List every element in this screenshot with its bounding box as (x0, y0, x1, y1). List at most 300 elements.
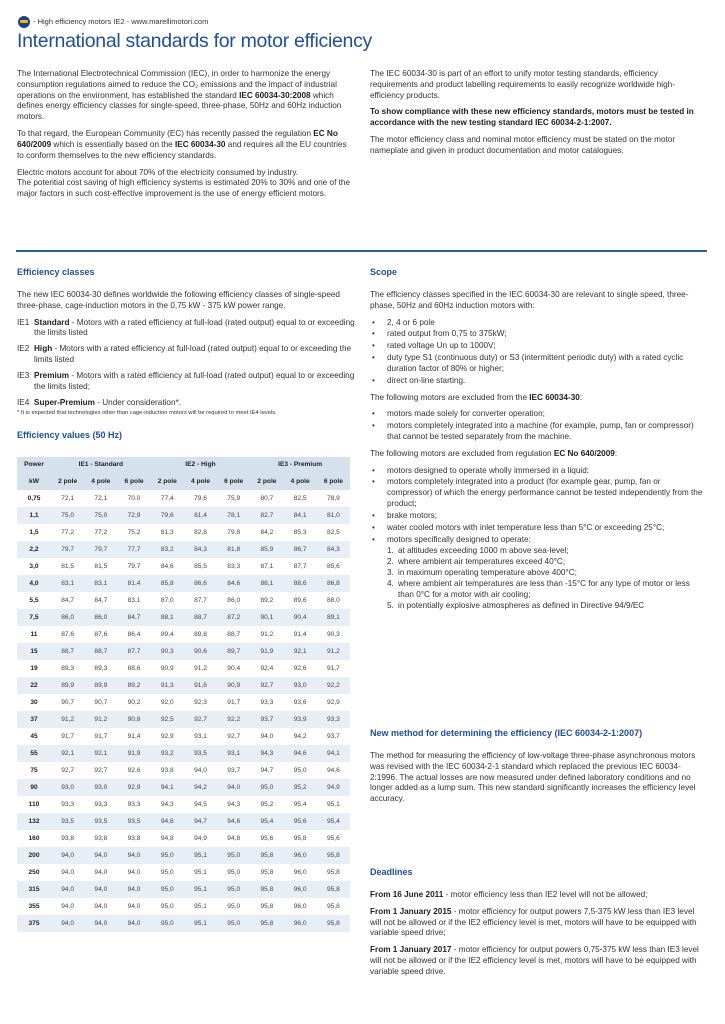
efficiency-class-desc: - Motors with a rated efficiency at full-load (rated output) equal to or exceeding the limits listed; (34, 370, 355, 391)
table-cell: 82,5 (293, 494, 307, 502)
new-method-body: The method for measuring the efficiency of low-voltage three-phase asynchronous motors was revised with the IEC 60034-2-1 standard which replaced the previous IEC 60034-2:1996. The actual losses are now measured under defined laboratory conditions and no longer added as a lump sum. This new standard significantly increases the efficiency level accuracy. (370, 750, 696, 804)
table-cell: 88,7 (227, 630, 241, 638)
table-row (17, 541, 350, 558)
table-cell: 91,9 (250, 643, 283, 660)
table-cell: 79,6 (194, 494, 207, 502)
table-cell: 94,1 (151, 779, 184, 796)
table-cell: 84,7 (117, 609, 150, 626)
table-cell: 88,7 (51, 643, 84, 660)
table-cell: 91,7 (326, 664, 340, 672)
efficiency-class-desc: - Motors with a rated efficiency at full-load (rated output) equal to or exceeding the limits listed (34, 317, 355, 338)
deadline-text: - motor efficiency for output powers 0,75-375 kW less than IE3 level will not be allowed or if the IE2 efficiency level is met, motors will have to be equipped with variable speed drive. (370, 945, 699, 976)
scope-section (370, 267, 707, 611)
table-cell: 95,2 (260, 800, 274, 808)
efficiency-class-name: Premium (34, 370, 70, 380)
table-cell: 86,0 (227, 596, 241, 604)
table-cell: 92,7 (61, 766, 75, 774)
table-header-ie3: IE3 - Premium (250, 457, 350, 474)
table-cell: 94,0 (94, 902, 108, 910)
table-cell: 94,0 (127, 868, 141, 876)
table-cell: 87,7 (194, 596, 207, 604)
efficiency-class-desc: - Under consideration*. (94, 397, 181, 407)
table-cell-kw: 110 (28, 800, 40, 808)
table-row (17, 609, 350, 626)
table-cell: 94,0 (51, 881, 84, 898)
table-cell: 90,2 (127, 698, 141, 706)
exclusion-1-list (370, 409, 707, 442)
table-cell: 81,8 (217, 541, 250, 558)
table-cell-kw: 30 (30, 698, 38, 706)
table-cell: 96,0 (293, 902, 307, 910)
table-cell: 90,9 (160, 664, 174, 672)
efficiency-class-text (34, 318, 357, 340)
table-cell: 78,1 (217, 507, 250, 524)
table-cell: 77,2 (94, 528, 108, 536)
table-cell: 94,0 (117, 881, 150, 898)
table-cell: 95,0 (151, 881, 184, 898)
table-cell: 94,0 (84, 847, 117, 864)
scope-list (370, 318, 707, 387)
table-cell: 85,6 (326, 562, 340, 570)
table-cell: 95,8 (317, 915, 350, 932)
table-cell: 92,9 (160, 732, 174, 740)
efficiency-class-item (17, 344, 357, 366)
table-cell: 88,6 (127, 664, 141, 672)
table-cell: 94,5 (194, 800, 207, 808)
efficiency-class-text (34, 371, 357, 393)
table-cell: 94,0 (117, 847, 150, 864)
list-item: • motors completely integrated into a machine (for example, pump, fan or compressor) that cannot be tested separately from the machine. (370, 421, 707, 443)
list-number: 5. (387, 600, 394, 610)
table-cell: 88,1 (151, 609, 184, 626)
table-cell: 95,0 (217, 881, 250, 898)
table-cell-kw: 200 (17, 847, 51, 864)
table-cell-kw: 355 (28, 902, 40, 910)
table-cell: 95,8 (317, 881, 350, 898)
table-cell: 89,4 (160, 630, 174, 638)
table-cell: 88,0 (326, 596, 340, 604)
table-cell: 96,0 (293, 868, 307, 876)
table-cell: 95,6 (284, 813, 317, 830)
table-cell-kw: 45 (30, 732, 38, 740)
table-cell: 87,2 (217, 609, 250, 626)
table-cell: 92,6 (293, 664, 307, 672)
efficiency-class-code: IE4 (17, 397, 30, 407)
table-cell: 95,0 (250, 779, 283, 796)
intro-paragraph-1: The International Electrotechnical Commission (IEC), in order to harmonize the energy consumption regulations aimed to reduce the CO₂ emissions and the impact of industrial operations on the environment, has established the standard IEC 60034-30:2008 which defines energy efficiency classes for single-speed, three-phase, 50Hz and 60Hz induction motors. (17, 69, 342, 122)
table-row (17, 728, 350, 745)
table-header-ie2: IE2 - High (151, 457, 251, 474)
deadline-text: - motor efficiency less than IE2 level will not be allowed; (443, 889, 648, 899)
table-cell: 91,4 (293, 630, 307, 638)
table-cell: 79,7 (127, 562, 141, 570)
intro-paragraph-4: The potential cost saving of high efficiency systems is estimated 20% to 30% and one of the major factors in such cost-effective improvement is the use of energy efficient motors. (17, 178, 350, 199)
table-cell: 78,9 (326, 494, 340, 502)
table-cell: 95,4 (293, 800, 307, 808)
table-cell: 90,3 (326, 630, 340, 638)
table-cell: 93,5 (117, 813, 150, 830)
table-cell: 95,0 (227, 902, 241, 910)
new-method-heading: New method for determining the efficiency (IEC 60034-2-1:2007) (370, 728, 643, 738)
table-cell: 94,3 (227, 800, 241, 808)
table-cell: 75,9 (227, 494, 241, 502)
table-cell: 79,8 (227, 528, 241, 536)
efficiency-values-heading: Efficiency values (50 Hz) (17, 429, 123, 440)
table-cell-kw: 75 (30, 766, 38, 774)
table-cell: 94,7 (260, 766, 274, 774)
table-cell: 93,1 (194, 732, 207, 740)
exclusion-2-list (370, 466, 707, 546)
table-cell: 95,1 (184, 881, 217, 898)
table-cell: 94,0 (260, 732, 274, 740)
table-cell: 92,3 (194, 698, 207, 706)
table-cell: 90,1 (250, 609, 283, 626)
table-row (17, 507, 350, 524)
table-cell: 89,9 (51, 677, 84, 694)
table-cell: 94,9 (194, 834, 207, 842)
table-cell: 94,0 (61, 902, 75, 910)
table-cell: 91,2 (260, 630, 274, 638)
table-cell: 86,0 (51, 609, 84, 626)
table-cell: 94,3 (250, 745, 283, 762)
table-cell: 95,0 (217, 915, 250, 932)
efficiency-classes-footnote: * It is expected that technologies other than cage-induction motors will be required to meet IE4 levels. (17, 410, 277, 417)
table-cell: 92,6 (127, 766, 141, 774)
table-header-pole: 4 pole (84, 474, 117, 491)
table-cell: 81,0 (317, 507, 350, 524)
table-cell-kw: 1,5 (29, 528, 39, 536)
table-row (17, 830, 350, 847)
table-cell: 70,0 (127, 494, 141, 502)
table-cell: 90,4 (284, 609, 317, 626)
deadline-date: From 1 January 2017 (370, 945, 452, 955)
efficiency-classes-heading: Efficiency classes (17, 267, 95, 277)
table-cell: 95,8 (250, 915, 283, 932)
table-cell: 77,7 (117, 541, 150, 558)
table-cell: 90,3 (151, 643, 184, 660)
table-cell: 91,2 (317, 643, 350, 660)
table-cell: 93,8 (61, 834, 75, 842)
table-cell: 95,6 (326, 834, 340, 842)
table-cell: 91,6 (184, 677, 217, 694)
table-row (17, 592, 350, 609)
table-cell: 94,6 (217, 813, 250, 830)
table-cell: 94,3 (160, 800, 174, 808)
table-cell: 95,8 (326, 902, 340, 910)
table-cell: 93,3 (317, 711, 350, 728)
table-cell: 83,1 (84, 575, 117, 592)
deadline-date: From 16 June 2011 (370, 889, 444, 899)
table-row (17, 762, 350, 779)
list-text: in maximum operating temperature above 400°C; (398, 568, 577, 578)
table-cell: 92,7 (227, 732, 241, 740)
scope-heading: Scope (370, 267, 398, 277)
efficiency-values-table (17, 457, 350, 933)
list-item: • motors completely integrated into a product (for example gear, pump, fan or compressor) of which the energy performance cannot be tested independently from the product; (370, 477, 707, 509)
table-cell: 95,8 (250, 847, 283, 864)
table-cell-kw: 7,5 (17, 609, 51, 626)
header-tagline-row (18, 16, 208, 28)
table-cell: 95,0 (151, 915, 184, 932)
efficiency-class-item (17, 398, 357, 409)
table-cell: 95,1 (184, 847, 217, 864)
table-cell: 93,3 (127, 800, 141, 808)
table-cell: 94,2 (293, 732, 307, 740)
table-cell: 95,1 (194, 868, 207, 876)
list-item (387, 557, 707, 568)
table-cell: 94,0 (84, 881, 117, 898)
table-cell: 79,6 (151, 507, 184, 524)
table-cell: 91,2 (51, 711, 84, 728)
table-cell: 93,5 (51, 813, 84, 830)
table-cell: 90,7 (94, 698, 108, 706)
table-cell: 93,2 (151, 745, 184, 762)
intro-right-paragraph-2: To show compliance with these new efficiency standards, motors must be tested in accordance with the new testing standard IEC 60034-2-1:2007. (370, 107, 694, 128)
table-cell: 96,0 (284, 881, 317, 898)
list-item: • rated voltage Un up to 1000V; (370, 341, 707, 352)
table-cell: 81,3 (160, 528, 174, 536)
table-cell: 92,1 (84, 745, 117, 762)
table-cell: 89,7 (217, 643, 250, 660)
table-cell: 86,4 (127, 630, 141, 638)
table-cell: 84,1 (284, 507, 317, 524)
table-header-pole: 2 pole (51, 474, 84, 491)
table-cell: 95,0 (151, 847, 184, 864)
table-cell: 95,4 (250, 813, 283, 830)
table-cell: 91,2 (84, 711, 117, 728)
table-cell: 86,6 (184, 575, 217, 592)
table-cell: 89,8 (194, 630, 207, 638)
table-cell: 85,9 (250, 541, 283, 558)
table-cell: 81,5 (61, 562, 75, 570)
table-cell: 94,0 (117, 915, 150, 932)
intro-right-paragraph-3: The motor efficiency class and nominal motor efficiency must be stated on the motor nameplate and given in product documentation and motor catalogues. (370, 135, 676, 155)
table-cell: 95,1 (194, 902, 207, 910)
efficiency-classes-intro: The new IEC 60034-30 defines worldwide the following efficiency classes of single-speed three-phase, cage-induction motors in the 0,75 kW - 375 kW power range. (17, 289, 340, 310)
table-row (17, 779, 350, 796)
list-number: 2. (387, 557, 394, 567)
table-cell: 90,8 (117, 711, 150, 728)
table-cell: 92,9 (326, 698, 340, 706)
table-cell: 95,0 (217, 847, 250, 864)
table-cell: 94,1 (317, 745, 350, 762)
table-cell: 90,6 (184, 643, 217, 660)
efficiency-class-item (17, 371, 357, 393)
table-cell: 95,0 (160, 902, 174, 910)
efficiency-class-desc: - Motors with a rated efficiency at full-load (rated output) equal to or exceeding the limits listed (34, 344, 352, 365)
table-cell: 86,0 (84, 609, 117, 626)
list-item: • rated output from 0,75 to 375kW; (370, 329, 707, 340)
table-cell: 94,9 (317, 779, 350, 796)
table-cell: 72,1 (94, 494, 108, 502)
table-cell-kw: 5,5 (29, 596, 39, 604)
efficiency-classes-section (17, 267, 357, 932)
intro-right (370, 69, 707, 163)
table-cell: 95,0 (160, 868, 174, 876)
efficiency-class-code: IE1 (17, 317, 30, 327)
table-cell-kw: 19 (30, 664, 38, 672)
table-cell: 91,7 (227, 698, 241, 706)
table-cell: 92,2 (317, 677, 350, 694)
table-cell-kw: 315 (17, 881, 51, 898)
table-header-pole: 6 pole (317, 474, 350, 491)
table-cell: 85,8 (151, 575, 184, 592)
intro-paragraph-2: To that regard, the European Community (EC) has recently passed the regulation EC No 640/2009 which is essentially based on the IEC 60034-30 and requires all the EU countries to conform themselves to the new efficiency standards. (17, 129, 347, 160)
table-cell: 81,4 (184, 507, 217, 524)
table-cell: 84,3 (184, 541, 217, 558)
table-cell: 89,3 (61, 664, 75, 672)
table-cell: 95,1 (326, 800, 340, 808)
table-header-pole: 4 pole (284, 474, 317, 491)
table-cell-kw: 375 (17, 915, 51, 932)
table-cell-kw: 4,0 (17, 575, 51, 592)
deadline-item (370, 890, 707, 901)
table-cell: 95,2 (284, 779, 317, 796)
table-cell: 95,8 (293, 834, 307, 842)
table-cell: 90,7 (61, 698, 75, 706)
table-cell: 75,0 (84, 507, 117, 524)
table-cell: 82,7 (250, 507, 283, 524)
table-cell: 93,5 (184, 745, 217, 762)
table-row (17, 524, 350, 541)
table-cell: 89,3 (94, 664, 108, 672)
table-cell: 83,1 (51, 575, 84, 592)
table-cell: 92,1 (284, 643, 317, 660)
scope-intro: The efficiency classes specified in the IEC 60034-30 are relevant to single speed, three-phase, 50Hz and 60Hz induction motors with: (370, 289, 689, 310)
list-item (387, 579, 707, 601)
table-row (17, 813, 350, 830)
table-cell: 88,7 (184, 609, 217, 626)
marelli-logo-icon (18, 16, 30, 28)
efficiency-class-item (17, 318, 357, 340)
table-cell: 88,1 (250, 575, 283, 592)
table-row (17, 575, 350, 592)
table-cell: 84,6 (160, 562, 174, 570)
efficiency-classes-list (17, 318, 357, 409)
table-cell: 91,7 (61, 732, 75, 740)
table-row (17, 915, 350, 932)
list-item: • motors made solely for converter operation; (370, 409, 707, 420)
table-cell: 84,3 (317, 541, 350, 558)
list-item: • water cooled motors with inlet temperature less than 5°C or exceeding 25°C; (370, 523, 707, 534)
table-cell: 93,8 (94, 834, 108, 842)
table-cell: 80,7 (260, 494, 274, 502)
table-cell: 94,0 (127, 902, 141, 910)
operating-conditions-list (387, 546, 707, 611)
list-item: • brake motors; (370, 511, 707, 522)
table-cell: 94,2 (184, 779, 217, 796)
efficiency-class-name: Standard (34, 317, 70, 327)
table-cell: 92,9 (117, 779, 150, 796)
table-row (17, 490, 350, 507)
table-row (17, 711, 350, 728)
table-cell: 92,7 (184, 711, 217, 728)
table-cell: 84,7 (61, 596, 75, 604)
deadlines-section (370, 867, 707, 984)
list-item (387, 568, 707, 579)
table-cell: 92,5 (151, 711, 184, 728)
table-cell: 77,2 (61, 528, 75, 536)
table-row (17, 694, 350, 711)
list-text: at altitudes exceeding 1000 m above sea-level; (398, 546, 569, 556)
page-title: International standards for motor efficiency (17, 30, 372, 52)
table-cell-kw: 160 (28, 834, 40, 842)
list-item: • motors specifically designed to operate: (370, 535, 707, 546)
table-cell: 83,3 (227, 562, 241, 570)
intro-left (17, 69, 352, 200)
table-cell-kw: 3,0 (29, 562, 39, 570)
table-cell: 92,7 (94, 766, 108, 774)
table-cell: 96,0 (284, 847, 317, 864)
table-cell: 84,6 (217, 575, 250, 592)
table-row (17, 660, 350, 677)
table-row (17, 881, 350, 898)
table-header-kw: kW (17, 474, 51, 491)
table-cell: 72,9 (117, 507, 150, 524)
list-number: 3. (387, 568, 394, 578)
table-cell: 92,2 (217, 711, 250, 728)
table-cell: 82,5 (326, 528, 340, 536)
table-cell: 89,2 (117, 677, 150, 694)
table-cell: 77,4 (160, 494, 174, 502)
table-header-ie1: IE1 - Standard (51, 457, 151, 474)
table-cell-kw: 37 (17, 711, 51, 728)
scope-exclusion-1: The following motors are excluded from the IEC 60034-30: (370, 392, 583, 402)
list-item: • direct on-line starting. (370, 376, 707, 387)
table-header-row (17, 457, 350, 474)
table-cell: 79,7 (84, 541, 117, 558)
intro-paragraph-3: Electric motors account for about 70% of the electricity consumed by industry. (17, 167, 299, 177)
list-number: 1. (387, 546, 394, 556)
table-cell: 91,4 (127, 732, 141, 740)
table-cell: 92,1 (51, 745, 84, 762)
table-cell: 94,6 (326, 766, 340, 774)
table-cell: 94,0 (217, 779, 250, 796)
table-cell: 91,7 (94, 732, 108, 740)
list-number: 4. (387, 578, 394, 588)
table-cell: 79,7 (51, 541, 84, 558)
table-cell: 81,4 (117, 575, 150, 592)
table-cell: 96,0 (284, 915, 317, 932)
table-cell: 95,8 (260, 868, 274, 876)
table-cell: 87,7 (117, 643, 150, 660)
table-cell-kw: 90 (17, 779, 51, 796)
table-cell: 94,0 (51, 847, 84, 864)
table-cell-kw: 2,2 (17, 541, 51, 558)
table-cell: 94,8 (160, 834, 174, 842)
table-header-power: Power (17, 457, 51, 474)
table-body (17, 490, 350, 932)
new-method-section (370, 728, 707, 811)
table-cell: 72,1 (61, 494, 75, 502)
intro-right-paragraph-1: The IEC 60034-30 is part of an effort to unify motor testing standards, efficiency requirements and product labelling requirements to easily recognize worldwide high-efficiency products. (370, 69, 675, 100)
efficiency-class-code: IE2 (17, 344, 30, 354)
table-cell: 93,5 (84, 813, 117, 830)
table-cell: 93,6 (293, 698, 307, 706)
table-cell: 95,4 (317, 813, 350, 830)
table-cell: 89,1 (317, 609, 350, 626)
deadline-item (370, 907, 707, 939)
list-item (387, 546, 707, 557)
table-cell: 93,8 (160, 766, 174, 774)
table-cell: 88,7 (84, 643, 117, 660)
table-cell: 93,1 (217, 745, 250, 762)
table-cell: 94,0 (61, 868, 75, 876)
table-row (17, 626, 350, 643)
table-cell: 93,3 (94, 800, 108, 808)
table-cell: 95,0 (227, 868, 241, 876)
list-text: in potentially explosive atmospheres as defined in Directive 94/9/EC (398, 600, 645, 610)
